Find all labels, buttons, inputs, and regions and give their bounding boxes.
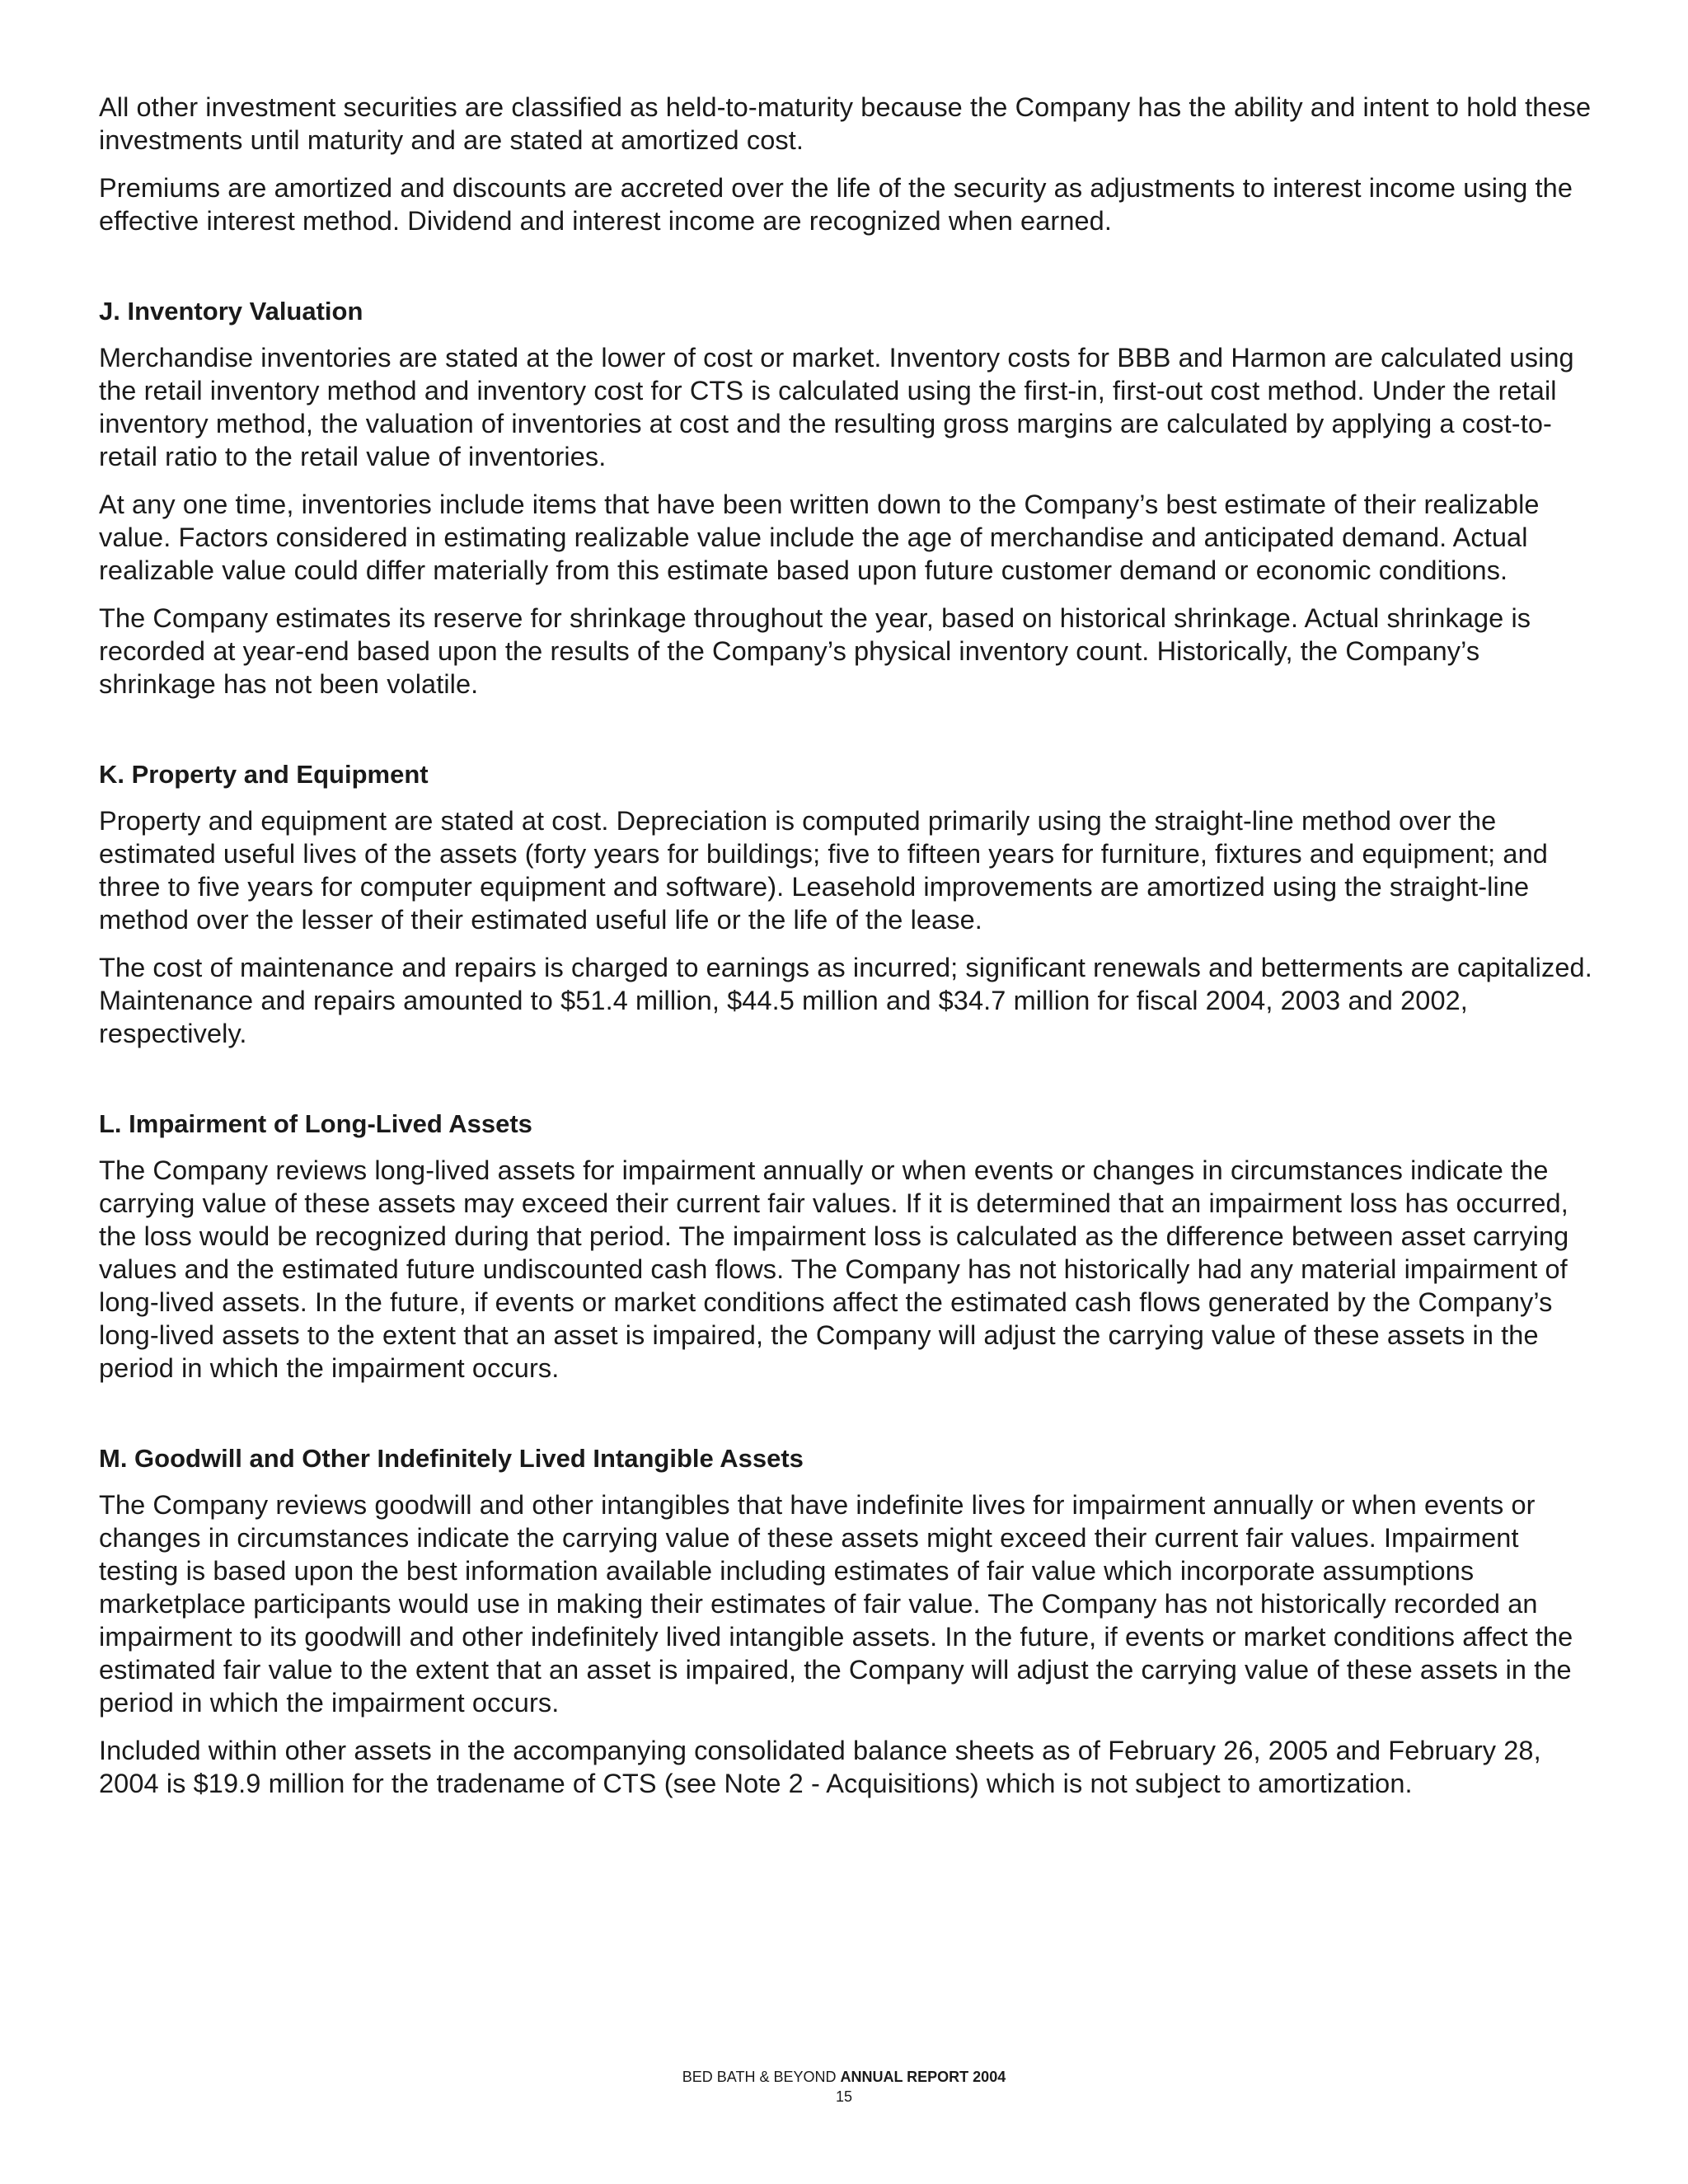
- section-heading: L. Impairment of Long-Lived Assets: [99, 1109, 532, 1138]
- page-number: 15: [835, 2088, 853, 2105]
- section-goodwill-intangibles: [99, 1442, 1599, 1800]
- section-paragraph: At any one time, inventories include items that have been written down to the Company’s best estimate of their realizable value. Factors considered in estimating realizable value include the age of merchandise and anticipated demand. Actual realizable value could differ materially from this estimate based upon future customer demand or economic conditions.: [99, 490, 1540, 585]
- section-heading: K. Property and Equipment: [99, 760, 429, 789]
- footer-report-title: [0, 2067, 1688, 2087]
- section-impairment-long-lived-assets: [99, 1108, 1599, 1385]
- document-page: [99, 91, 1599, 1815]
- footer-company-name: BED BATH & BEYOND: [682, 2069, 837, 2085]
- intro-paragraph-1: All other investment securities are classified as held-to-maturity because the Company has the ability and intent to hold these investments until maturity and are stated at amortized cost.: [99, 92, 1592, 155]
- section-paragraph: The Company estimates its reserve for shrinkage throughout the year, based on historical shrinkage. Actual shrinkage is recorded at year-end based upon the results of the Company’s physical inventory count. Historically, the Company’s shrinkage has not been volatile.: [99, 603, 1531, 699]
- section-paragraph: Included within other assets in the accompanying consolidated balance sheets as of February 26, 2005 and February 28, 2004 is $19.9 million for the tradename of CTS (see Note 2 - Acquisitions) which is not subject to amortization.: [99, 1736, 1541, 1798]
- section-inventory-valuation: [99, 295, 1599, 701]
- section-paragraph: The Company reviews long-lived assets for impairment annually or when events or changes in circumstances indicate the carrying value of these assets may exceed their current fair values. If it is determined that an impairment loss has occurred, the loss would be recognized during that period. The impairment loss is calculated as the difference between asset carrying values and the estimated future undiscounted cash flows. The Company has not historically had any material impairment of long-lived assets. In the future, if events or market conditions affect the estimated cash flows generated by the Company’s long-lived assets to the extent that an asset is impaired, the Company will adjust the carrying value of these assets in the period in which the impairment occurs.: [99, 1155, 1569, 1383]
- section-property-equipment: [99, 758, 1599, 1050]
- section-paragraph: Merchandise inventories are stated at the lower of cost or market. Inventory costs for BBB and Harmon are calculated using the retail inventory method and inventory cost for CTS is calculated using the first-in, first-out cost method. Under the retail inventory method, the valuation of inventories at cost and the resulting gross margins are calculated by applying a cost-to-retail ratio to the retail value of inventories.: [99, 343, 1574, 471]
- section-paragraph: Property and equipment are stated at cost. Depreciation is computed primarily using the straight-line method over the estimated useful lives of the assets (forty years for buildings; five to fifteen years for furniture, fixtures and equipment; and three to five years for computer equipment and software). Leasehold improvements are amortized using the straight-line method over the lesser of their estimated useful life or the life of the lease.: [99, 806, 1548, 935]
- intro-paragraph-2: Premiums are amortized and discounts are accreted over the life of the security as adjustments to interest income using the effective interest method. Dividend and interest income are recognized when earned.: [99, 173, 1573, 236]
- page-footer: [0, 2067, 1688, 2107]
- section-paragraph: The cost of maintenance and repairs is charged to earnings as incurred; significant renewals and betterments are capitalized. Maintenance and repairs amounted to $51.4 million, $44.5 million and $34.7 million for fiscal 2004, 2003 and 2002, respectively.: [99, 953, 1592, 1048]
- section-heading: M. Goodwill and Other Indefinitely Lived Intangible Assets: [99, 1444, 804, 1473]
- section-heading: J. Inventory Valuation: [99, 297, 363, 326]
- footer-report-name: ANNUAL REPORT 2004: [840, 2069, 1006, 2085]
- section-paragraph: The Company reviews goodwill and other intangibles that have indefinite lives for impairment annually or when events or changes in circumstances indicate the carrying value of these assets might exceed their current fair values. Impairment testing is based upon the best information available including estimates of fair value which incorporate assumptions marketplace participants would use in making their estimates of fair value. The Company has not historically recorded an impairment to its goodwill and other indefinitely lived intangible assets. In the future, if events or market conditions affect the estimated fair value to the extent that an asset is impaired, the Company will adjust the carrying value of these assets in the period in which the impairment occurs.: [99, 1490, 1573, 1718]
